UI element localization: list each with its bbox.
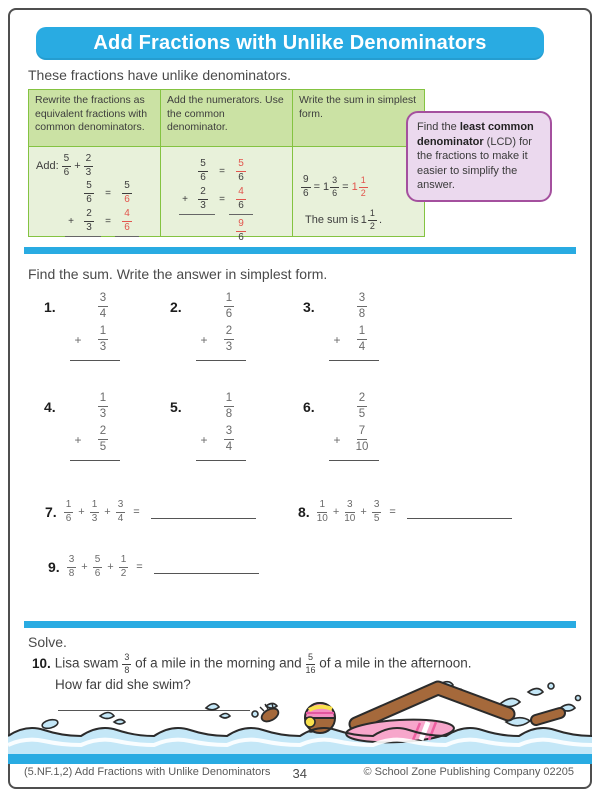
numerator: 3 — [116, 500, 126, 513]
numerator: 1 — [224, 393, 234, 407]
sum-rule — [115, 236, 139, 237]
fraction — [122, 181, 132, 205]
denominator: 6 — [238, 172, 244, 183]
add-label: Add: — [36, 160, 59, 172]
plus-sign: + — [360, 506, 367, 518]
problem-number: 4. — [44, 398, 56, 415]
fraction — [67, 555, 77, 579]
denominator: 10 — [344, 513, 356, 524]
callout-bold-text: least common denominator — [417, 121, 534, 148]
numerator: 5 — [93, 555, 103, 568]
example-table — [28, 89, 425, 243]
numerator: 1 — [224, 293, 234, 307]
problem-2 — [170, 293, 246, 361]
problem-number: 6. — [303, 398, 315, 415]
swimmer-illustration — [8, 678, 592, 764]
denominator: 5 — [373, 513, 380, 524]
problem-8 — [298, 500, 512, 524]
fraction — [98, 426, 108, 453]
numerator: 2 — [98, 426, 108, 440]
caption-period: . — [378, 214, 382, 226]
plus-sign: + — [332, 506, 340, 518]
numerator: 3 — [357, 293, 367, 307]
plus-sign: + — [68, 215, 74, 227]
column-header: Rewrite the fractions as equivalent fractions with common denominators. — [29, 90, 160, 147]
word-problem-text: of a mile in the afternoon. — [315, 655, 472, 671]
denominator: 8 — [124, 665, 130, 675]
column-body — [293, 147, 424, 236]
solve-label: Solve. — [28, 634, 67, 650]
page-footer — [0, 766, 600, 786]
equals-sign: = — [389, 506, 396, 518]
word-problem-question: How far did she swim? — [55, 677, 191, 692]
fraction — [236, 187, 246, 211]
denominator: 6 — [200, 172, 206, 183]
denominator: 8 — [68, 568, 75, 579]
fraction — [357, 293, 367, 320]
numerator: 5 — [122, 181, 132, 194]
sum-fraction — [236, 219, 246, 243]
problem-number: 7. — [45, 504, 57, 520]
plus-sign: + — [74, 332, 82, 347]
numerator: 3 — [330, 176, 339, 188]
problem-7 — [45, 500, 256, 524]
fraction — [368, 209, 377, 231]
denominator: 2 — [360, 188, 366, 198]
numerator: 7 — [357, 426, 367, 440]
denominator: 4 — [225, 440, 233, 453]
column-header: Write the sum in simplest form. — [293, 90, 424, 147]
fraction — [64, 500, 74, 524]
problem-4 — [44, 393, 120, 461]
fraction — [122, 653, 131, 675]
denominator: 10 — [355, 440, 369, 453]
equals-sign: = — [219, 193, 225, 205]
fraction — [116, 500, 126, 524]
numerator: 1 — [357, 326, 367, 340]
problem-5 — [170, 393, 246, 461]
denominator: 3 — [200, 200, 206, 211]
column-body — [161, 147, 292, 243]
equals-sign: = — [136, 561, 143, 573]
answer-blank — [407, 506, 512, 519]
equals-sign: = — [133, 506, 140, 518]
fraction — [93, 555, 103, 579]
section-divider — [24, 247, 576, 254]
numerator: 2 — [84, 154, 94, 167]
footer-copyright: © School Zone Publishing Company 02205 — [363, 766, 574, 778]
column-header: Add the numerators. Use the common denominator. — [161, 90, 292, 147]
answer-blank — [154, 561, 259, 574]
callout-text: (LCD) for the fractions to make it easier to simplify the answer. — [417, 135, 532, 192]
denominator: 6 — [65, 513, 72, 524]
denominator: 6 — [238, 232, 244, 243]
problem-number: 10. — [32, 655, 51, 671]
denominator: 3 — [85, 167, 92, 178]
numerator: 3 — [345, 500, 355, 513]
denominator: 6 — [225, 307, 233, 320]
fraction — [372, 500, 382, 524]
page-title: Add Fractions with Unlike Denominators — [93, 32, 487, 54]
mixed-number — [323, 176, 339, 198]
sum-rule — [229, 214, 253, 215]
answer-line — [70, 460, 120, 461]
problem-3 — [303, 293, 379, 361]
numerator: 5 — [306, 653, 315, 665]
numerator: 1 — [359, 176, 368, 188]
instruction-text: Find the sum. Write the answer in simplest form. — [28, 266, 328, 282]
plus-sign: + — [104, 506, 111, 518]
denominator: 4 — [358, 340, 366, 353]
word-problem-text: of a mile in the morning and — [131, 655, 306, 671]
answer-line — [329, 360, 379, 361]
fraction — [317, 500, 328, 524]
plus-sign: + — [81, 561, 88, 573]
add-expression — [36, 154, 93, 178]
answer-line — [329, 460, 379, 461]
numerator: 1 — [90, 500, 100, 513]
numerator: 3 — [224, 426, 234, 440]
numerator: 4 — [122, 209, 132, 222]
denominator: 2 — [120, 568, 127, 579]
numerator: 5 — [198, 159, 208, 172]
plus-sign: + — [333, 332, 341, 347]
denominator: 6 — [124, 222, 130, 233]
numerator: 2 — [84, 209, 94, 222]
numerator: 2 — [224, 326, 234, 340]
sum-caption — [305, 209, 382, 231]
column-body — [29, 147, 160, 236]
denominator: 3 — [225, 340, 233, 353]
fraction — [344, 500, 355, 524]
fraction — [90, 500, 100, 524]
numerator: 5 — [84, 181, 94, 194]
denominator: 6 — [63, 167, 70, 178]
numerator: 3 — [122, 653, 131, 665]
denominator: 4 — [117, 513, 124, 524]
fraction — [359, 176, 368, 198]
numerator: 5 — [236, 159, 246, 172]
numerator: 1 — [317, 500, 327, 513]
whole-number: 1 — [351, 181, 358, 193]
numerator: 9 — [236, 219, 246, 232]
fraction — [356, 426, 369, 453]
numerator: 1 — [119, 555, 129, 568]
fraction — [236, 159, 246, 183]
section-divider — [24, 621, 576, 628]
fraction — [357, 326, 367, 353]
numerator: 3 — [98, 293, 108, 307]
fraction — [224, 326, 234, 353]
problem-number: 2. — [170, 298, 182, 315]
fraction — [198, 187, 208, 211]
numerator: 1 — [98, 326, 108, 340]
callout-text: Find the — [417, 121, 460, 133]
denominator: 10 — [316, 513, 328, 524]
whole-number: 1 — [360, 214, 367, 226]
fraction — [62, 154, 72, 178]
fraction — [224, 293, 234, 320]
denominator: 8 — [225, 407, 233, 420]
denominator: 3 — [86, 222, 92, 233]
denominator: 4 — [99, 307, 107, 320]
page-number: 34 — [292, 766, 307, 781]
answer-line — [196, 460, 246, 461]
plus-sign: + — [200, 332, 208, 347]
equals-sign: = — [105, 215, 111, 227]
denominator: 3 — [99, 407, 107, 420]
lcd-tip-callout — [406, 111, 552, 202]
plus-sign: + — [200, 432, 208, 447]
fraction — [330, 176, 339, 198]
problem-number: 8. — [298, 504, 310, 520]
denominator: 5 — [99, 440, 107, 453]
problem-number: 3. — [303, 298, 315, 315]
denominator: 6 — [124, 194, 130, 205]
denominator: 6 — [332, 188, 338, 198]
problem-number: 9. — [48, 559, 60, 575]
problem-number: 1. — [44, 298, 56, 315]
plus-sign: + — [107, 561, 114, 573]
denominator: 3 — [99, 340, 107, 353]
denominator: 5 — [358, 407, 366, 420]
word-problem-text: Lisa swam — [54, 655, 123, 671]
fraction — [98, 393, 108, 420]
plus-sign: + — [333, 432, 341, 447]
problem-6 — [303, 393, 379, 461]
equals-sign: = — [219, 165, 225, 177]
intro-text: These fractions have unlike denominators. — [28, 67, 292, 83]
sum-rule — [65, 236, 101, 237]
numerator: 9 — [301, 175, 311, 188]
numerator: 5 — [62, 154, 72, 167]
addition-work — [179, 159, 253, 243]
denominator: 6 — [238, 200, 244, 211]
fraction — [122, 209, 132, 233]
plus-sign: + — [78, 506, 85, 518]
numerator: 3 — [67, 555, 77, 568]
numerator: 1 — [98, 393, 108, 407]
denominator: 2 — [369, 221, 375, 231]
numerator: 2 — [357, 393, 367, 407]
fraction — [84, 209, 94, 233]
plus-sign: + — [74, 160, 81, 172]
plus-sign: + — [182, 193, 188, 205]
mixed-number — [361, 209, 377, 231]
fraction — [301, 175, 311, 199]
fraction — [224, 393, 234, 420]
answer-line — [196, 360, 246, 361]
fraction — [198, 159, 208, 183]
example-column-add — [161, 90, 293, 243]
fraction — [84, 154, 94, 178]
denominator: 3 — [91, 513, 98, 524]
equals-sign: = — [342, 181, 349, 193]
mixed-number — [352, 176, 368, 198]
example-column-simplify — [293, 90, 424, 236]
fraction — [98, 293, 108, 320]
sum-rule — [179, 214, 215, 215]
example-column-rewrite — [29, 90, 161, 236]
equals-sign: = — [105, 187, 111, 199]
denominator: 8 — [358, 307, 366, 320]
fraction — [119, 555, 129, 579]
fraction — [98, 326, 108, 353]
equals-sign: = — [313, 181, 320, 193]
numerator: 3 — [372, 500, 382, 513]
numerator: 2 — [198, 187, 208, 200]
plus-sign: + — [74, 432, 82, 447]
problem-number: 5. — [170, 398, 182, 415]
denominator: 6 — [86, 194, 92, 205]
answer-blank — [151, 506, 256, 519]
whole-number: 1 — [323, 181, 330, 193]
fraction — [305, 653, 315, 675]
denominator: 16 — [305, 665, 316, 675]
answer-line — [70, 360, 120, 361]
caption-text: The sum is — [305, 214, 359, 226]
denominator: 6 — [94, 568, 101, 579]
fraction — [224, 426, 234, 453]
numerator: 1 — [368, 209, 377, 221]
numerator: 1 — [64, 500, 74, 513]
footer-standard-label: (5.NF.1,2) Add Fractions with Unlike Denominators — [24, 766, 271, 778]
page-title-banner — [36, 27, 544, 60]
simplify-steps — [301, 175, 368, 199]
problem-1 — [44, 293, 120, 361]
numerator: 4 — [236, 187, 246, 200]
fraction — [357, 393, 367, 420]
fraction — [84, 181, 94, 205]
denominator: 6 — [303, 188, 309, 199]
problem-9 — [48, 555, 259, 579]
rewrite-work — [65, 181, 139, 237]
